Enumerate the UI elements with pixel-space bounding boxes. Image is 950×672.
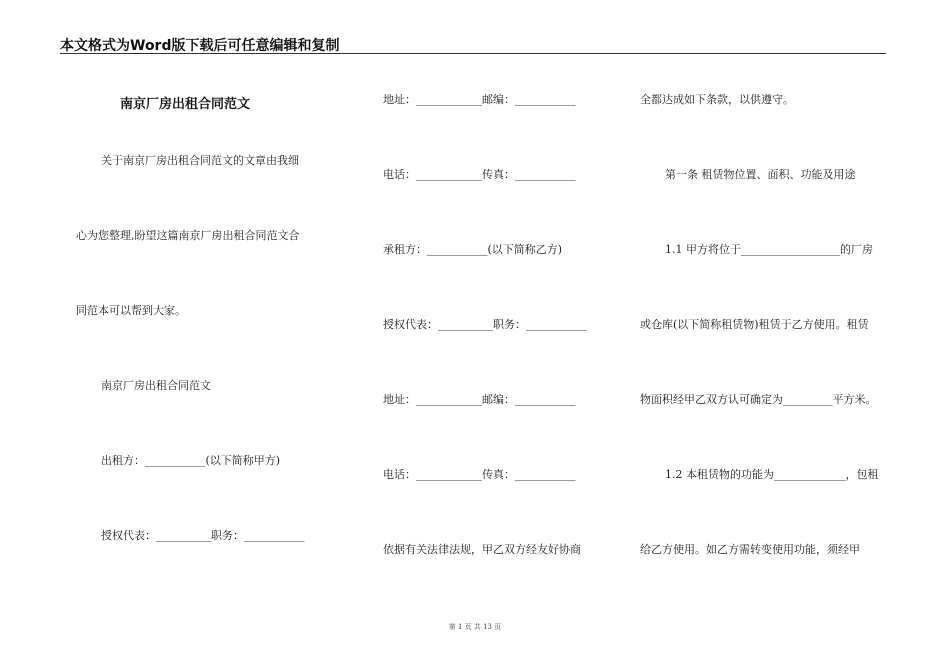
col3-line-5: 物面积经甲乙双方认可确定为_________平方米。 [640,393,877,406]
col3-line-6: 1.2 本租赁物的功能为_____________，包租 [665,468,879,481]
col2-line-2: 电话：____________传真：___________ [383,168,576,181]
col2-line-3: 承租方：___________(以下简称乙方) [383,243,563,256]
col3-line-1: 全都达成如下条款，以供遵守。 [640,93,794,106]
col3-line-2: 第一条 租赁物位置、面积、功能及用途 [665,168,856,181]
col2-line-6: 电话：____________传真：___________ [383,468,576,481]
col1-line-2: 心为您整理,盼望这篇南京厂房出租合同范文合 [76,229,300,242]
col3-line-3: 1.1 甲方将位于__________________的厂房 [665,243,873,256]
col1-line-5: 出租方：___________(以下简称甲方) [101,454,281,467]
col2-line-5: 地址：____________邮编：___________ [383,393,576,406]
header-divider [60,53,886,54]
col2-line-7: 依据有关法律法规，甲乙双方经友好协商 [383,543,581,556]
col1-line-1: 关于南京厂房出租合同范文的文章由我细 [101,154,299,167]
col3-line-7: 给乙方使用。如乙方需转变使用功能，须经甲 [640,543,860,556]
col1-line-3: 同范本可以帮到大家。 [76,304,186,317]
page-header-title: 本文格式为Word版下载后可任意编辑和复制 [60,38,340,54]
col3-line-4: 或仓库(以下简称租赁物)租赁于乙方使用。租赁 [640,318,869,331]
page-number-footer: 第 1 页 共 13 页 [448,623,502,631]
col1-line-4: 南京厂房出租合同范文 [101,379,211,392]
document-title: 南京厂房出租合同范文 [120,97,251,112]
col2-line-4: 授权代表：__________职务：___________ [383,318,587,331]
col2-line-1: 地址：____________邮编：___________ [383,93,576,106]
col1-line-6: 授权代表：__________职务：___________ [101,529,305,542]
